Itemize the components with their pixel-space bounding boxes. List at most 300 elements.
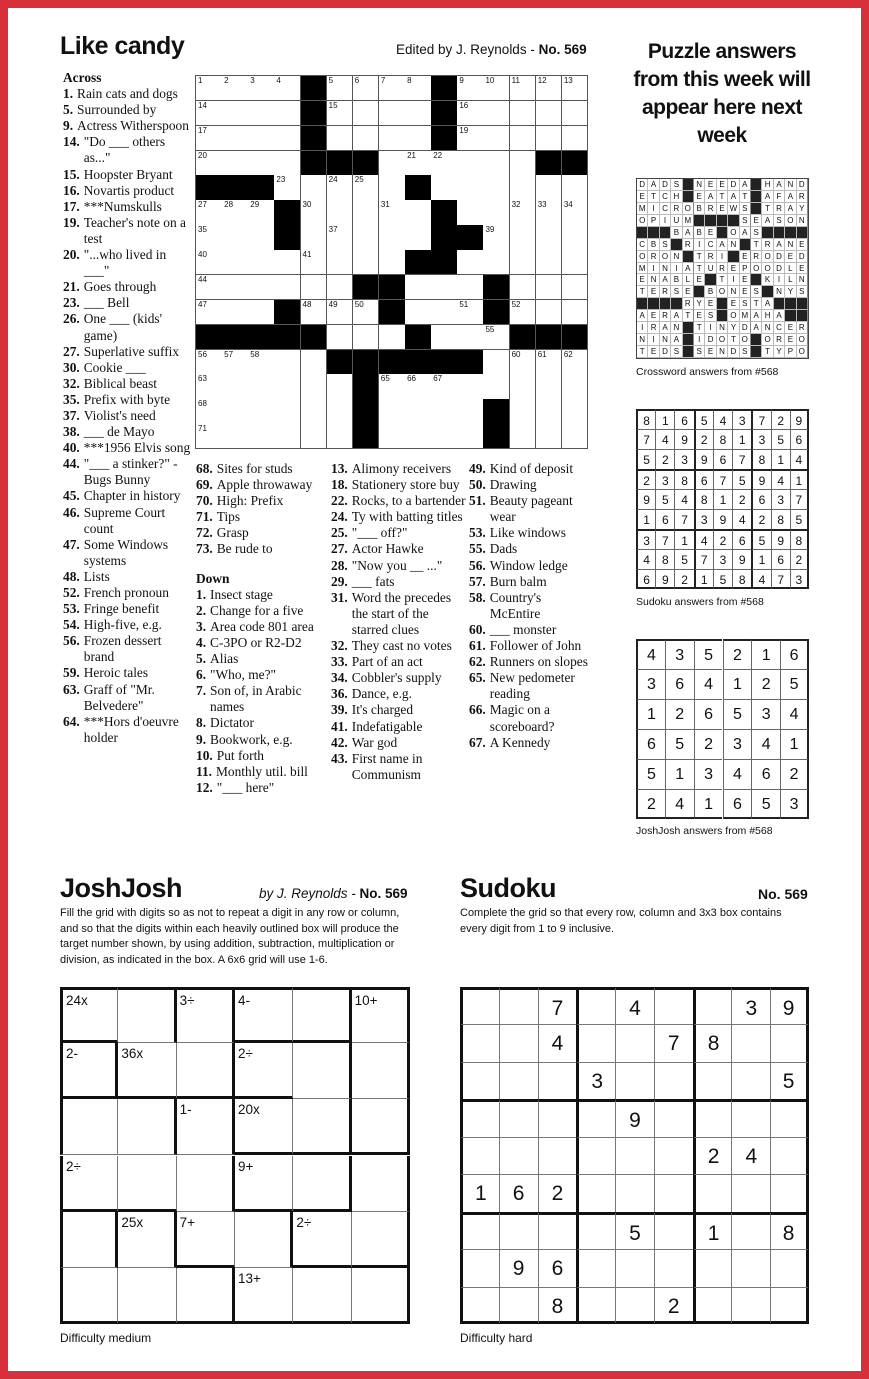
crossword-cell[interactable] (431, 424, 458, 449)
sudoku-empty-cell[interactable] (693, 1174, 732, 1211)
crossword-cell[interactable] (301, 399, 328, 424)
sudoku-empty-cell[interactable] (576, 1249, 615, 1286)
sudoku-empty-cell[interactable] (693, 1062, 732, 1099)
crossword-cell[interactable] (457, 200, 484, 225)
crossword-cell[interactable] (327, 225, 354, 250)
crossword-cell[interactable] (457, 101, 484, 126)
sudoku-empty-cell[interactable] (770, 1099, 809, 1136)
crossword-cell[interactable] (431, 175, 458, 200)
answer-letter: R (762, 239, 773, 251)
crossword-cell[interactable] (405, 151, 432, 176)
crossword-cell[interactable] (353, 300, 380, 325)
crossword-cell[interactable] (405, 225, 432, 250)
crossword-cell[interactable] (431, 374, 458, 399)
crossword-cell[interactable] (196, 151, 223, 176)
crossword-cell[interactable] (353, 126, 380, 151)
crossword-cell[interactable] (222, 275, 249, 300)
sudoku-empty-cell[interactable] (538, 1099, 577, 1136)
answer-digit: 6 (780, 639, 809, 669)
crossword-cell[interactable] (562, 200, 589, 225)
crossword-cell[interactable] (405, 101, 432, 126)
crossword-cell[interactable] (457, 175, 484, 200)
joshjosh-cell[interactable] (118, 1099, 176, 1155)
joshjosh-cell[interactable] (118, 1043, 176, 1099)
crossword-cell[interactable] (301, 175, 328, 200)
crossword-cell[interactable] (248, 76, 275, 101)
crossword-cell[interactable] (196, 250, 223, 275)
joshjosh-cell[interactable] (293, 1043, 351, 1099)
crossword-cell[interactable] (248, 424, 275, 449)
crossword-cell[interactable] (379, 399, 406, 424)
black-square (483, 399, 510, 424)
crossword-cell[interactable] (483, 200, 510, 225)
crossword-cell[interactable] (301, 350, 328, 375)
crossword-cell[interactable] (510, 300, 537, 325)
clue-text: Alimony receivers (351, 461, 452, 476)
joshjosh-cell[interactable] (177, 987, 235, 1043)
crossword-cell[interactable] (222, 76, 249, 101)
crossword-cell[interactable] (510, 76, 537, 101)
crossword-cell[interactable] (405, 200, 432, 225)
answer-digit: 3 (655, 469, 674, 489)
crossword-cell[interactable] (327, 101, 354, 126)
crossword-cell[interactable] (562, 250, 589, 275)
crossword-cell[interactable] (510, 225, 537, 250)
sudoku-empty-cell[interactable] (615, 1287, 654, 1324)
crossword-cell[interactable] (457, 300, 484, 325)
crossword-cell[interactable] (327, 250, 354, 275)
joshjosh-cell[interactable] (118, 987, 176, 1043)
sudoku-empty-cell[interactable] (538, 1062, 577, 1099)
crossword-cell[interactable] (536, 399, 563, 424)
crossword-cell[interactable] (405, 126, 432, 151)
crossword-cell[interactable] (483, 325, 510, 350)
sudoku-empty-cell[interactable] (615, 1024, 654, 1061)
joshjosh-cell[interactable] (352, 1212, 410, 1268)
joshjosh-cell[interactable] (293, 1156, 351, 1212)
crossword-cell[interactable] (405, 300, 432, 325)
crossword-cell[interactable] (248, 399, 275, 424)
crossword-cell[interactable] (301, 250, 328, 275)
crossword-cell[interactable] (510, 250, 537, 275)
crossword-cell[interactable] (457, 399, 484, 424)
crossword-cell[interactable] (483, 374, 510, 399)
crossword-cell[interactable] (222, 399, 249, 424)
crossword-cell[interactable] (562, 300, 589, 325)
sudoku-empty-cell[interactable] (460, 987, 499, 1024)
sudoku-empty-cell[interactable] (770, 1137, 809, 1174)
joshjosh-cell[interactable] (60, 1099, 118, 1155)
joshjosh-cell[interactable] (60, 1268, 118, 1324)
crossword-cell[interactable] (248, 374, 275, 399)
black-square (483, 275, 510, 300)
crossword-cell[interactable] (274, 175, 301, 200)
sudoku-empty-cell[interactable] (499, 1287, 538, 1324)
crossword-cell[interactable] (536, 126, 563, 151)
crossword-cell[interactable] (431, 151, 458, 176)
clue-item (331, 558, 466, 574)
sudoku-empty-cell[interactable] (576, 1212, 615, 1249)
sudoku-empty-cell[interactable] (731, 1287, 770, 1324)
crossword-cell[interactable] (353, 200, 380, 225)
crossword-cell[interactable] (562, 424, 589, 449)
crossword-cell[interactable] (248, 126, 275, 151)
answer-letter: O (717, 286, 728, 298)
crossword-cell[interactable] (248, 200, 275, 225)
answer-letter: D (797, 251, 808, 263)
crossword-cell[interactable] (483, 350, 510, 375)
sudoku-empty-cell[interactable] (460, 1062, 499, 1099)
crossword-cell[interactable] (379, 76, 406, 101)
answer-digit: 8 (636, 409, 655, 429)
crossword-cell[interactable] (327, 126, 354, 151)
joshjosh-cell[interactable] (177, 1043, 235, 1099)
crossword-cell[interactable] (510, 101, 537, 126)
clue-item (63, 585, 191, 601)
crossword-cell[interactable] (222, 101, 249, 126)
sudoku-empty-cell[interactable] (693, 1099, 732, 1136)
crossword-cell[interactable] (536, 225, 563, 250)
sudoku-empty-cell[interactable] (693, 987, 732, 1024)
crossword-cell[interactable] (274, 275, 301, 300)
joshjosh-cell[interactable] (235, 1212, 293, 1268)
crossword-cell[interactable] (222, 374, 249, 399)
crossword-cell[interactable] (457, 250, 484, 275)
black-square (431, 350, 458, 375)
joshjosh-cell[interactable] (352, 1156, 410, 1212)
joshjosh-title: JoshJosh (60, 873, 183, 903)
sudoku-empty-cell[interactable] (654, 1174, 693, 1211)
crossword-cell[interactable] (196, 225, 223, 250)
crossword-cell[interactable] (510, 151, 537, 176)
clue-number: 22 (433, 150, 443, 160)
joshjosh-cell[interactable] (352, 1043, 410, 1099)
crossword-cell[interactable] (327, 424, 354, 449)
crossword-cell[interactable] (457, 126, 484, 151)
crossword-cell[interactable] (353, 175, 380, 200)
joshjosh-cell[interactable] (177, 1156, 235, 1212)
crossword-cell[interactable] (562, 225, 589, 250)
sudoku-empty-cell[interactable] (499, 1099, 538, 1136)
crossword-cell[interactable] (248, 250, 275, 275)
crossword-cell[interactable] (483, 250, 510, 275)
crossword-cell[interactable] (248, 350, 275, 375)
crossword-cell[interactable] (483, 101, 510, 126)
sudoku-empty-cell[interactable] (731, 1062, 770, 1099)
crossword-cell[interactable] (274, 350, 301, 375)
joshjosh-cell[interactable] (118, 1156, 176, 1212)
answer-letter: E (705, 298, 716, 310)
sudoku-empty-cell[interactable] (615, 1137, 654, 1174)
crossword-cell[interactable] (327, 275, 354, 300)
sudoku-empty-cell[interactable] (770, 1249, 809, 1286)
crossword-cell[interactable] (562, 399, 589, 424)
sudoku-empty-cell[interactable] (654, 1212, 693, 1249)
down-heading: Down (196, 570, 230, 586)
crossword-cell[interactable] (379, 325, 406, 350)
sudoku-empty-cell[interactable] (615, 1249, 654, 1286)
crossword-cell[interactable] (301, 275, 328, 300)
crossword-cell[interactable] (405, 275, 432, 300)
sudoku-empty-cell[interactable] (654, 1137, 693, 1174)
crossword-cell[interactable] (222, 200, 249, 225)
crossword-cell[interactable] (353, 76, 380, 101)
answer-digit: 3 (780, 789, 809, 819)
crossword-cell[interactable] (222, 126, 249, 151)
crossword-cell[interactable] (196, 126, 223, 151)
clue-number: 11 (511, 76, 520, 85)
crossword-cell[interactable] (196, 374, 223, 399)
sudoku-empty-cell[interactable] (460, 1024, 499, 1061)
sudoku-empty-cell[interactable] (538, 1212, 577, 1249)
joshjosh-cell[interactable] (352, 1268, 410, 1324)
crossword-cell[interactable] (196, 200, 223, 225)
crossword-cell[interactable] (562, 175, 589, 200)
crossword-cell[interactable] (379, 424, 406, 449)
crossword-cell[interactable] (431, 399, 458, 424)
crossword-cell[interactable] (274, 250, 301, 275)
crossword-cell[interactable] (248, 300, 275, 325)
crossword-cell[interactable] (353, 225, 380, 250)
answer-letter: N (762, 322, 773, 334)
crossword-cell[interactable] (327, 175, 354, 200)
crossword-cell[interactable] (405, 399, 432, 424)
crossword-cell[interactable] (405, 76, 432, 101)
joshjosh-cell[interactable] (352, 987, 410, 1043)
crossword-cell[interactable] (431, 275, 458, 300)
crossword-cell[interactable] (327, 300, 354, 325)
joshjosh-cell[interactable] (60, 987, 118, 1043)
crossword-cell[interactable] (483, 175, 510, 200)
crossword-cell[interactable] (483, 126, 510, 151)
joshjosh-cell[interactable] (293, 1212, 351, 1268)
sudoku-empty-cell[interactable] (731, 1024, 770, 1061)
sudoku-empty-cell[interactable] (615, 1062, 654, 1099)
crossword-cell[interactable] (536, 101, 563, 126)
crossword-cell[interactable] (379, 374, 406, 399)
crossword-cell[interactable] (274, 101, 301, 126)
sudoku-empty-cell[interactable] (693, 1249, 732, 1286)
crossword-cell[interactable] (510, 175, 537, 200)
crossword-cell[interactable] (536, 374, 563, 399)
sudoku-empty-cell[interactable] (770, 1024, 809, 1061)
crossword-cell[interactable] (379, 200, 406, 225)
sudoku-empty-cell[interactable] (731, 1212, 770, 1249)
crossword-cell[interactable] (222, 350, 249, 375)
sudoku-empty-cell[interactable] (654, 1099, 693, 1136)
crossword-cell[interactable] (457, 76, 484, 101)
crossword-cell[interactable] (274, 126, 301, 151)
joshjosh-cell[interactable] (235, 1268, 293, 1324)
answer-letter: R (774, 203, 785, 215)
crossword-cell[interactable] (457, 151, 484, 176)
crossword-cell[interactable] (510, 275, 537, 300)
crossword-cell[interactable] (196, 424, 223, 449)
crossword-cell[interactable] (248, 151, 275, 176)
crossword-cell[interactable] (353, 250, 380, 275)
crossword-cell[interactable] (327, 200, 354, 225)
joshjosh-cell[interactable] (235, 1156, 293, 1212)
crossword-cell[interactable] (483, 76, 510, 101)
clue-num: 24. (331, 509, 348, 525)
sudoku-empty-cell[interactable] (654, 1249, 693, 1286)
crossword-cell[interactable] (379, 151, 406, 176)
crossword-cell[interactable] (196, 300, 223, 325)
crossword-cell[interactable] (196, 76, 223, 101)
crossword-cell[interactable] (222, 151, 249, 176)
crossword-cell[interactable] (536, 275, 563, 300)
crossword-cell[interactable] (510, 399, 537, 424)
crossword-cell[interactable] (196, 101, 223, 126)
crossword-cell[interactable] (536, 424, 563, 449)
crossword-cell[interactable] (457, 325, 484, 350)
crossword-cell[interactable] (536, 200, 563, 225)
crossword-cell[interactable] (379, 101, 406, 126)
crossword-cell[interactable] (405, 424, 432, 449)
crossword-cell[interactable] (510, 200, 537, 225)
crossword-cell[interactable] (431, 300, 458, 325)
sudoku-empty-cell[interactable] (576, 1137, 615, 1174)
crossword-cell[interactable] (301, 374, 328, 399)
sudoku-empty-cell[interactable] (576, 1024, 615, 1061)
clue-text: ___ fats (351, 573, 395, 589)
sudoku-empty-cell[interactable] (538, 1137, 577, 1174)
crossword-cell[interactable] (457, 275, 484, 300)
joshjosh-cell[interactable] (118, 1212, 176, 1268)
sudoku-empty-cell[interactable] (731, 1249, 770, 1286)
crossword-cell[interactable] (405, 374, 432, 399)
crossword-cell[interactable] (353, 325, 380, 350)
crossword-cell[interactable] (536, 175, 563, 200)
joshjosh-cell[interactable] (293, 1099, 351, 1155)
crossword-cell[interactable] (327, 399, 354, 424)
sudoku-empty-cell[interactable] (770, 1287, 809, 1324)
crossword-cell[interactable] (301, 424, 328, 449)
sudoku-empty-cell[interactable] (460, 1137, 499, 1174)
crossword-cell[interactable] (222, 250, 249, 275)
sudoku-empty-cell[interactable] (615, 1174, 654, 1211)
crossword-cell[interactable] (536, 350, 563, 375)
crossword-cell[interactable] (196, 275, 223, 300)
crossword-cell[interactable] (379, 175, 406, 200)
sudoku-empty-cell[interactable] (460, 1212, 499, 1249)
crossword-cell[interactable] (536, 76, 563, 101)
joshjosh-cell[interactable] (235, 1043, 293, 1099)
crossword-cell[interactable] (222, 225, 249, 250)
crossword-cell[interactable] (196, 350, 223, 375)
joshjosh-cell[interactable] (60, 1043, 118, 1099)
crossword-cell[interactable] (248, 225, 275, 250)
clue-text: Alias (210, 651, 239, 667)
sudoku-empty-cell[interactable] (499, 1024, 538, 1061)
crossword-cell[interactable] (510, 424, 537, 449)
crossword-cell[interactable] (562, 101, 589, 126)
sudoku-empty-cell[interactable] (576, 1174, 615, 1211)
sudoku-empty-cell[interactable] (576, 1287, 615, 1324)
sudoku-empty-cell[interactable] (460, 1099, 499, 1136)
crossword-cell[interactable] (327, 76, 354, 101)
crossword-cell[interactable] (274, 424, 301, 449)
sudoku-empty-cell[interactable] (654, 987, 693, 1024)
crossword-cell[interactable] (510, 126, 537, 151)
sudoku-empty-cell[interactable] (731, 1099, 770, 1136)
crossword-cell[interactable] (457, 424, 484, 449)
sudoku-empty-cell[interactable] (770, 1174, 809, 1211)
joshjosh-cell[interactable] (293, 987, 351, 1043)
joshjosh-cell[interactable] (177, 1212, 235, 1268)
crossword-cell[interactable] (483, 151, 510, 176)
joshjosh-cell[interactable] (177, 1099, 235, 1155)
sudoku-empty-cell[interactable] (499, 987, 538, 1024)
crossword-cell[interactable] (562, 350, 589, 375)
sudoku-empty-cell[interactable] (499, 1062, 538, 1099)
crossword-cell[interactable] (457, 374, 484, 399)
crossword-cell[interactable] (301, 200, 328, 225)
crossword-cell[interactable] (274, 374, 301, 399)
sudoku-empty-cell[interactable] (576, 1099, 615, 1136)
crossword-cell[interactable] (274, 76, 301, 101)
joshjosh-cell[interactable] (235, 987, 293, 1043)
crossword-cell[interactable] (327, 325, 354, 350)
answer-black-square (751, 203, 762, 215)
crossword-cell[interactable] (301, 300, 328, 325)
sudoku-empty-cell[interactable] (731, 1174, 770, 1211)
sudoku-empty-cell[interactable] (499, 1137, 538, 1174)
crossword-cell[interactable] (379, 225, 406, 250)
crossword-cell[interactable] (536, 250, 563, 275)
joshjosh-cell[interactable] (352, 1099, 410, 1155)
crossword-cell[interactable] (248, 275, 275, 300)
crossword-cell[interactable] (379, 250, 406, 275)
joshjosh-cell[interactable] (293, 1268, 351, 1324)
crossword-cell[interactable] (274, 399, 301, 424)
sudoku-empty-cell[interactable] (499, 1212, 538, 1249)
crossword-cell[interactable] (510, 374, 537, 399)
joshjosh-cell[interactable] (118, 1268, 176, 1324)
crossword-cell[interactable] (353, 101, 380, 126)
crossword-cell[interactable] (431, 325, 458, 350)
crossword-cell[interactable] (510, 350, 537, 375)
crossword-cell[interactable] (562, 76, 589, 101)
joshjosh-cell[interactable] (60, 1156, 118, 1212)
answer-letter: R (705, 203, 716, 215)
crossword-cell[interactable] (327, 374, 354, 399)
crossword-cell[interactable] (301, 225, 328, 250)
crossword-cell[interactable] (274, 151, 301, 176)
crossword-cell[interactable] (562, 374, 589, 399)
crossword-cell[interactable] (536, 300, 563, 325)
crossword-cell[interactable] (196, 399, 223, 424)
crossword-cell[interactable] (562, 126, 589, 151)
sudoku-empty-cell[interactable] (693, 1287, 732, 1324)
sudoku-empty-cell[interactable] (460, 1287, 499, 1324)
crossword-cell[interactable] (248, 101, 275, 126)
clue-num: 54. (63, 617, 80, 633)
crossword-cell[interactable] (222, 424, 249, 449)
crossword-cell[interactable] (379, 126, 406, 151)
crossword-cell[interactable] (222, 300, 249, 325)
sudoku-empty-cell[interactable] (654, 1062, 693, 1099)
joshjosh-cell[interactable] (177, 1268, 235, 1324)
crossword-cell[interactable] (562, 275, 589, 300)
answer-digit: 2 (636, 469, 655, 489)
sudoku-empty-cell[interactable] (576, 987, 615, 1024)
crossword-cell[interactable] (483, 225, 510, 250)
joshjosh-cell[interactable] (235, 1099, 293, 1155)
answer-letter: O (762, 251, 773, 263)
joshjosh-cell[interactable] (60, 1212, 118, 1268)
sudoku-empty-cell[interactable] (460, 1249, 499, 1286)
